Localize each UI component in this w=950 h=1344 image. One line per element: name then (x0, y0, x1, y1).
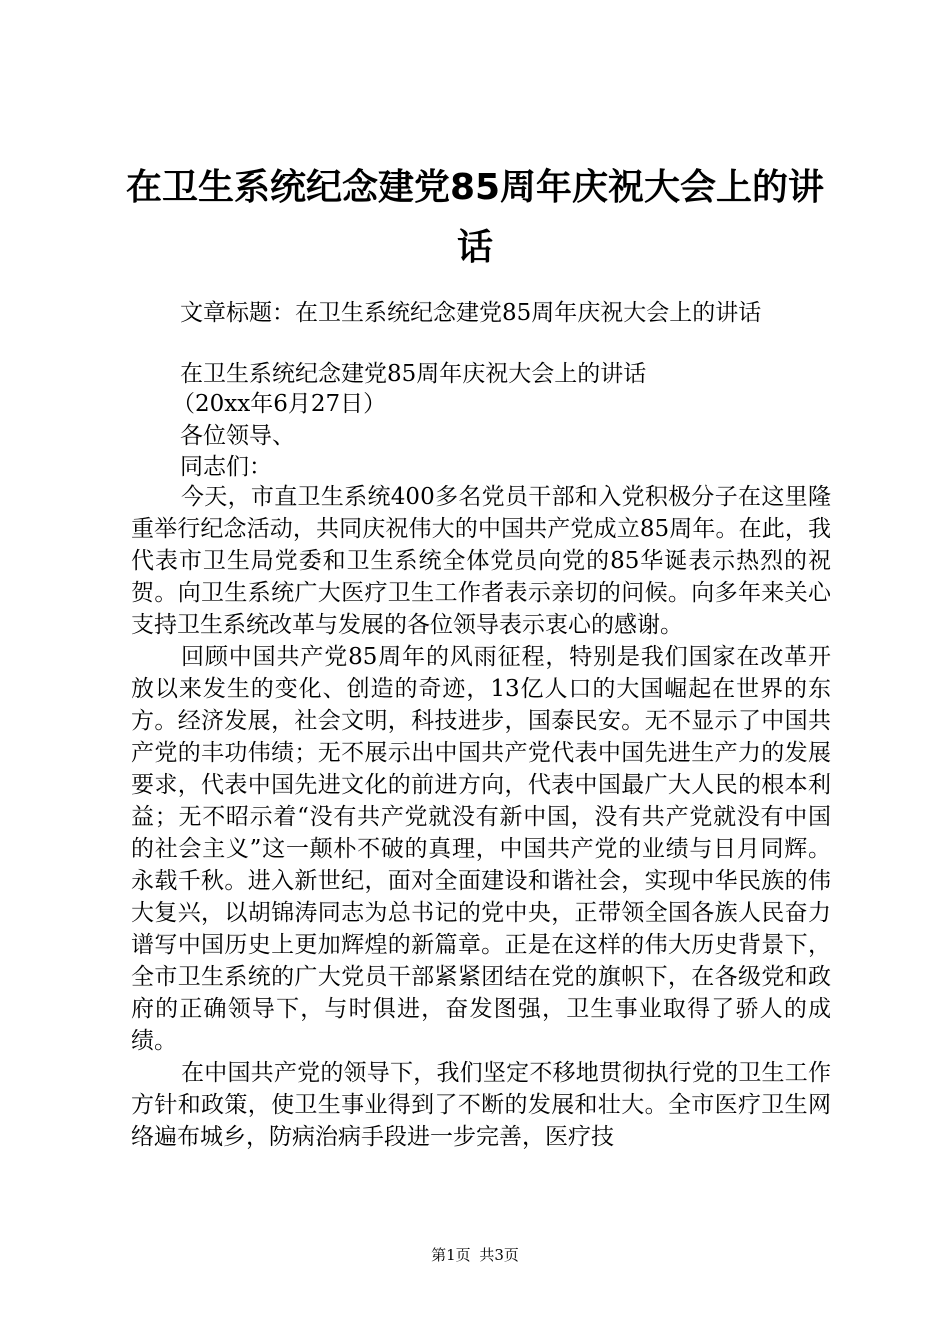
salutation-leaders: 各位领导、 (180, 423, 295, 449)
speech-body (131, 481, 831, 1153)
salutation-comrades: 同志们： (180, 454, 272, 480)
article-title-line: 文章标题：在卫生系统纪念建党85周年庆祝大会上的讲话 (180, 300, 762, 326)
paragraph: 回顾中国共产党85周年的风雨征程，特别是我们国家在改革开放以来发生的变化、创造的奇迹，13亿人口的大国崛起在世界的东方。经济发展，社会文明，科技进步，国泰民安。无不显示了中国共产党的丰功伟绩；无不展示出中国共产党代表中国先进生产力的发展要求，代表中国先进文化的前进方向，代表中国最广大人民的根本利益；无不昭示着“没有共产党就没有新中国，没有共产党就没有中国的社会主义”这一颠朴不破的真理，中国共产党的业绩与日月同辉。永载千秋。进入新世纪，面对全面建设和谐社会，实现中华民族的伟大复兴，以胡锦涛同志为总书记的党中央，正带领全国各族人民奋力谱写中国历史上更加辉煌的新篇章。正是在这样的伟大历史背景下，全市卫生系统的广大党员干部紧紧团结在党的旗帜下，在各级党和政府的正确领导下，与时俱进，奋发图强，卫生事业取得了骄人的成绩。 (131, 644, 831, 1054)
page-number: 第1页 (431, 1246, 471, 1264)
date-line: （20xx年6月27日） (172, 391, 387, 417)
paragraph: 今天，市直卫生系统400多名党员干部和入党积极分子在这里隆重举行纪念活动，共同庆祝伟大的中国共产党成立85周年。在此，我代表市卫生局党委和卫生系统全体党员向党的85华诞表示热烈的祝贺。向卫生系统广大医疗卫生工作者表示亲切的问候。向多年来关心支持卫生系统改革与发展的各位领导表示衷心的感谢。 (131, 484, 831, 638)
page-total: 共3页 (479, 1246, 519, 1264)
paragraph: 在中国共产党的领导下，我们坚定不移地贯彻执行党的卫生工作方针和政策，使卫生事业得到了不断的发展和壮大。全市医疗卫生网络遍布城乡，防病治病手段进一步完善，医疗技 (131, 1060, 831, 1150)
speech-heading: 在卫生系统纪念建党85周年庆祝大会上的讲话 (180, 361, 647, 387)
document-title: 在卫生系统纪念建党85周年庆祝大会上的讲话 (125, 167, 825, 268)
page-footer (0, 1244, 950, 1265)
